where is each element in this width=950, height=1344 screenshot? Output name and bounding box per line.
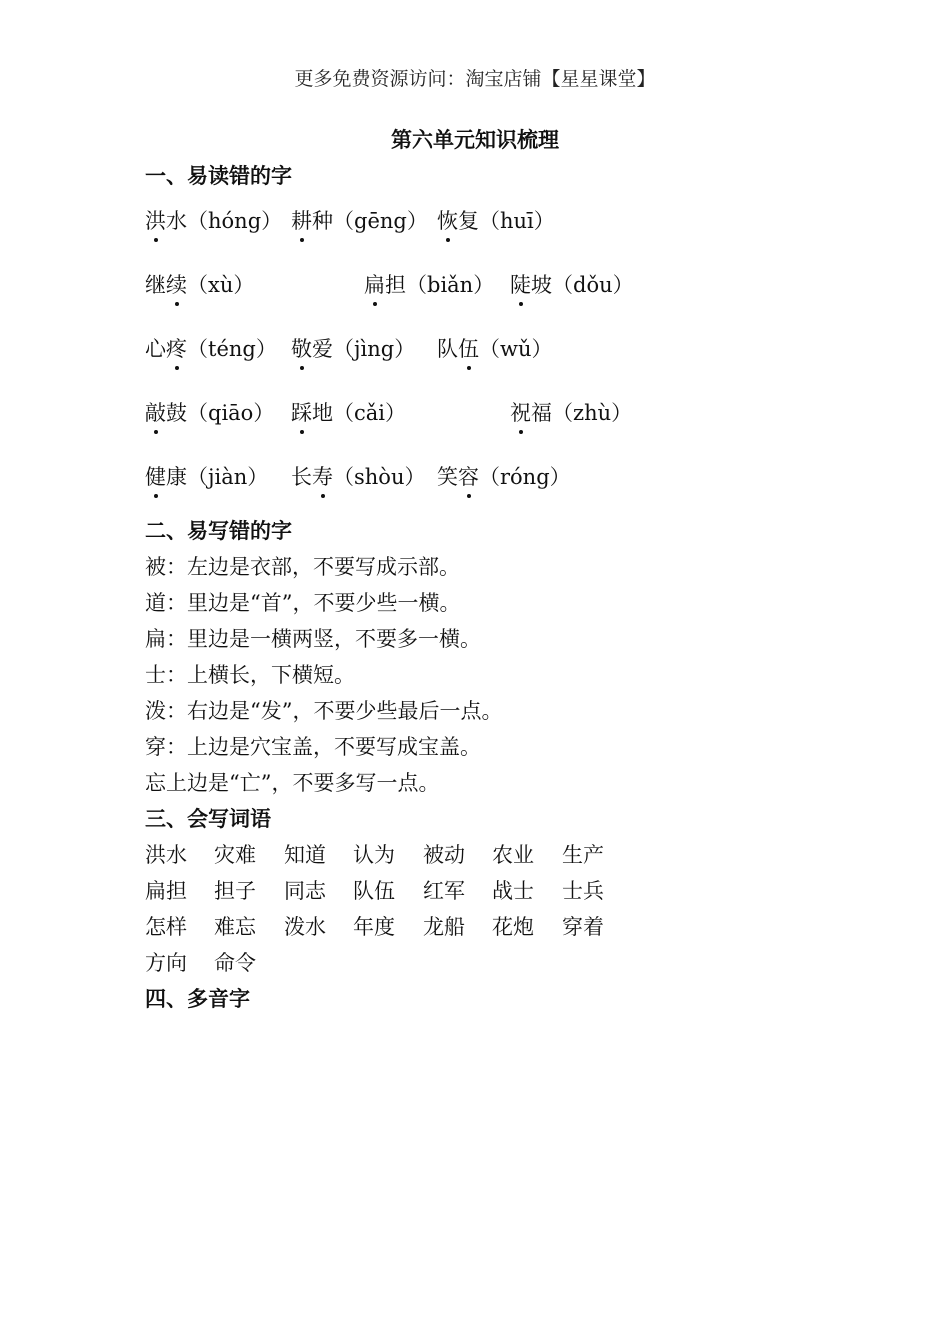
vocab-word: 士兵 [562, 879, 604, 903]
vocab-word: 红军 [423, 879, 465, 903]
vocab-word: 泼水 [284, 915, 326, 939]
pinyin-row [0, 397, 950, 437]
pinyin-item: 踩地（cǎi） [291, 397, 406, 427]
note-line: 穿：上边是穴宝盖，不要写成宝盖。 [145, 735, 481, 759]
pinyin-item: 笑容（róng） [437, 461, 571, 491]
vocab-word: 知道 [284, 843, 326, 867]
pinyin-row [0, 333, 950, 373]
vocab-word: 农业 [492, 843, 534, 867]
word-row [0, 911, 950, 941]
vocab-word: 同志 [284, 879, 326, 903]
vocab-word: 怎样 [145, 915, 187, 939]
vocab-word: 花炮 [492, 915, 534, 939]
section-heading-misread: 一、易读错的字 [145, 164, 292, 188]
vocab-word: 战士 [492, 879, 534, 903]
pinyin-item: 祝福（zhù） [510, 397, 632, 427]
pinyin-item: 健康（jiàn） [145, 461, 268, 491]
vocab-word: 认为 [353, 843, 395, 867]
note-line: 忘上边是“亡”，不要多写一点。 [145, 771, 440, 795]
vocab-word: 难忘 [214, 915, 256, 939]
word-row [0, 875, 950, 905]
vocab-word: 命令 [214, 951, 256, 975]
vocab-word: 扁担 [145, 879, 187, 903]
note-line: 被：左边是衣部，不要写成示部。 [145, 555, 460, 579]
section-heading-miswritten: 二、易写错的字 [145, 519, 292, 543]
pinyin-item: 敲鼓（qiāo） [145, 397, 274, 427]
vocab-word: 年度 [353, 915, 395, 939]
vocab-word: 方向 [145, 951, 187, 975]
note-line: 道：里边是“首”，不要少些一横。 [145, 591, 461, 615]
page-title: 第六单元知识梳理 [391, 128, 559, 152]
note-line: 扁：里边是一横两竖，不要多一横。 [145, 627, 481, 651]
pinyin-item: 扁担（biǎn） [364, 269, 494, 299]
pinyin-item: 队伍（wǔ） [437, 333, 553, 363]
section-heading-vocabulary: 三、会写词语 [145, 807, 271, 831]
pinyin-item: 陡坡（dǒu） [510, 269, 634, 299]
pinyin-item: 心疼（téng） [145, 333, 277, 363]
vocab-word: 被动 [423, 843, 465, 867]
section-heading-polyphonic: 四、多音字 [145, 987, 250, 1011]
vocab-word: 担子 [214, 879, 256, 903]
pinyin-item: 洪水（hóng） [145, 205, 282, 235]
pinyin-item: 长寿（shòu） [291, 461, 425, 491]
pinyin-item: 恢复（huī） [437, 205, 555, 235]
word-row [0, 947, 950, 977]
note-line: 泼：右边是“发”，不要少些最后一点。 [145, 699, 503, 723]
vocab-word: 龙船 [423, 915, 465, 939]
vocab-word: 洪水 [145, 843, 187, 867]
note-line: 士：上横长，下横短。 [145, 663, 355, 687]
pinyin-item: 继续（xù） [145, 269, 254, 299]
word-row [0, 839, 950, 869]
pinyin-row [0, 461, 950, 501]
vocab-word: 队伍 [353, 879, 395, 903]
pinyin-item: 敬爱（jìng） [291, 333, 415, 363]
pinyin-row [0, 205, 950, 245]
vocab-word: 灾难 [214, 843, 256, 867]
vocab-word: 穿着 [562, 915, 604, 939]
pinyin-row [0, 269, 950, 309]
page-header: 更多免费资源访问：淘宝店铺【星星课堂】 [294, 68, 656, 90]
vocab-word: 生产 [562, 843, 604, 867]
pinyin-item: 耕种（gēng） [291, 205, 428, 235]
